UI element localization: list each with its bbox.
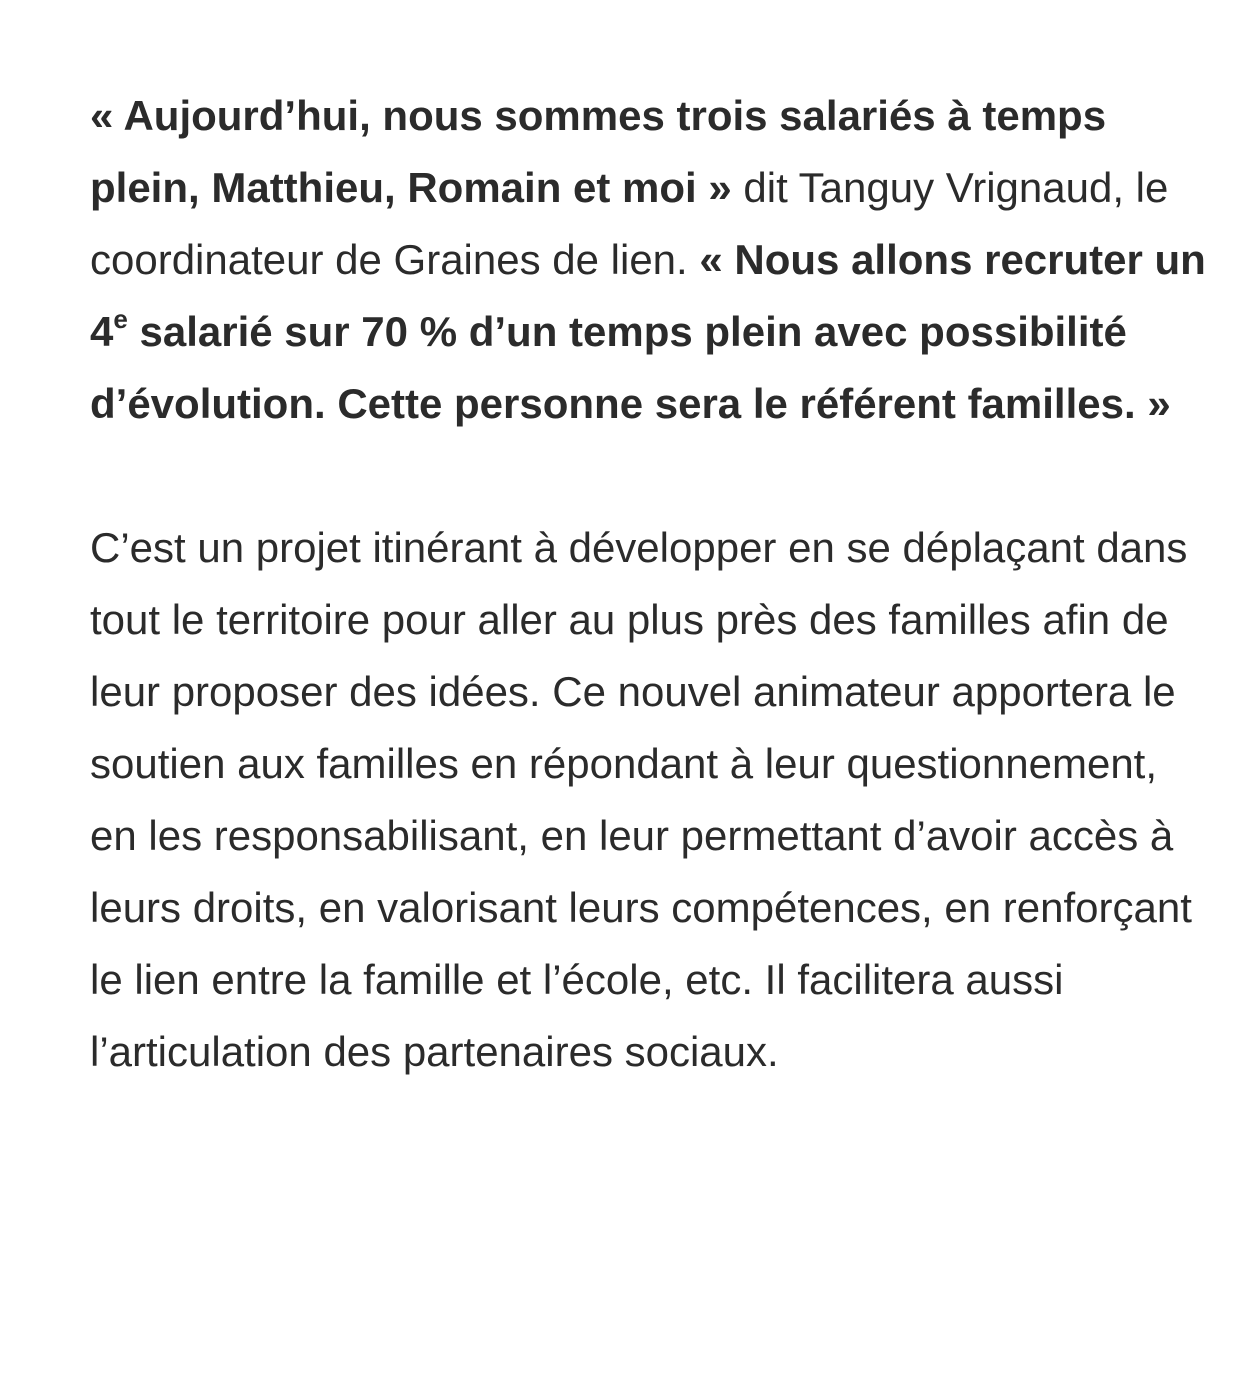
quote-attribution: dit Tanguy Vrignaud, le coordinateur de Graines de lien. <box>90 164 1169 283</box>
body-paragraph: C’est un projet itinérant à développer en se déplaçant dans tout le territoire pour aller au plus près des familles afin de leur proposer des idées. Ce nouvel animateur apportera le soutien aux familles en répondant à leur questionnement, en les responsabilisant, en leur permettant d’avoir accès à leurs droits, en valorisant leurs compétences, en renforçant le lien entre la famille et l’école, etc. Il facilitera aussi l’articulation des partenaires sociaux. <box>90 524 1192 1075</box>
quote-paragraph <box>90 80 1210 440</box>
ordinal-superscript: e <box>113 304 128 334</box>
article-body <box>90 80 1210 1088</box>
quote-first: « Aujourd’hui, nous sommes trois salariés à temps plein, Matthieu, Romain et moi » <box>90 92 1107 211</box>
quote-second-end: salarié sur 70 % d’un temps plein avec possibilité d’évolution. Cette personne sera le référent familles. » <box>90 308 1171 427</box>
quote-second-start: « Nous allons recruter un 4 <box>90 236 1206 355</box>
